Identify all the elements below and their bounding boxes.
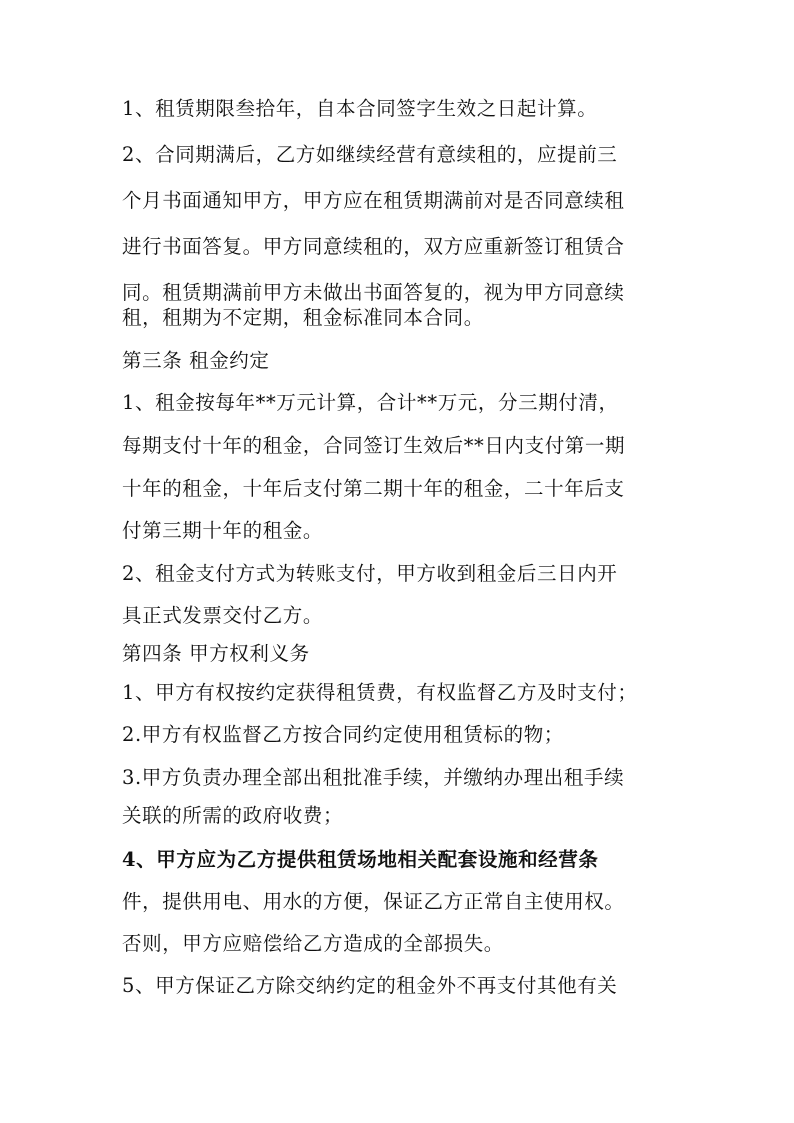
text-line-20: 件，提供用电、用水的方便，保证乙方正常自主使用权。 bbox=[122, 890, 625, 913]
text-line-1: 1、租赁期限叁拾年，自本合同签字生效之日起计算。 bbox=[122, 97, 598, 120]
text-line-18: 关联的所需的政府收费； bbox=[122, 804, 344, 827]
text-line-19: 4、甲方应为乙方提供租赁场地相关配套设施和经营条 bbox=[122, 848, 599, 871]
text-line-21: 否则，甲方应赔偿给乙方造成的全部损失。 bbox=[122, 932, 504, 955]
text-line-12: 2、租金支付方式为转账支付，甲方收到租金后三日内开 bbox=[122, 562, 618, 585]
text-line-5: 同。租赁期满前甲方未做出书面答复的，视为甲方同意续 bbox=[122, 281, 625, 304]
text-line-15: 1、甲方有权按约定获得租赁费，有权监督乙方及时支付； bbox=[122, 681, 638, 704]
text-line-4: 进行书面答复。甲方同意续租的，双方应重新签订租赁合 bbox=[122, 235, 625, 258]
text-line-11: 付第三期十年的租金。 bbox=[122, 519, 324, 542]
text-line-17: 3.甲方负责办理全部出租批准手续，并缴纳办理出租手续 bbox=[122, 766, 625, 789]
text-line-16: 2.甲方有权监督乙方按合同约定使用租赁标的物； bbox=[122, 723, 564, 746]
text-line-10: 十年的租金，十年后支付第二期十年的租金，二十年后支 bbox=[122, 477, 625, 500]
text-line-6: 租，租期为不定期，租金标准同本合同。 bbox=[122, 306, 484, 329]
text-line-8: 1、租金按每年**万元计算，合计**万元，分三期付清， bbox=[122, 391, 619, 414]
text-line-2: 2、合同期满后，乙方如继续经营有意续租的，应提前三 bbox=[122, 143, 618, 166]
section-heading-article-4: 第四条 甲方权利义务 bbox=[122, 642, 310, 665]
text-line-9: 每期支付十年的租金，合同签订生效后**日内支付第一期 bbox=[122, 434, 626, 457]
section-heading-article-3: 第三条 租金约定 bbox=[122, 349, 270, 372]
text-line-22: 5、甲方保证乙方除交纳约定的租金外不再支付其他有关 bbox=[122, 974, 618, 997]
text-line-13: 具正式发票交付乙方。 bbox=[122, 604, 324, 627]
text-line-3: 个月书面通知甲方，甲方应在租赁期满前对是否同意续租 bbox=[122, 189, 625, 212]
